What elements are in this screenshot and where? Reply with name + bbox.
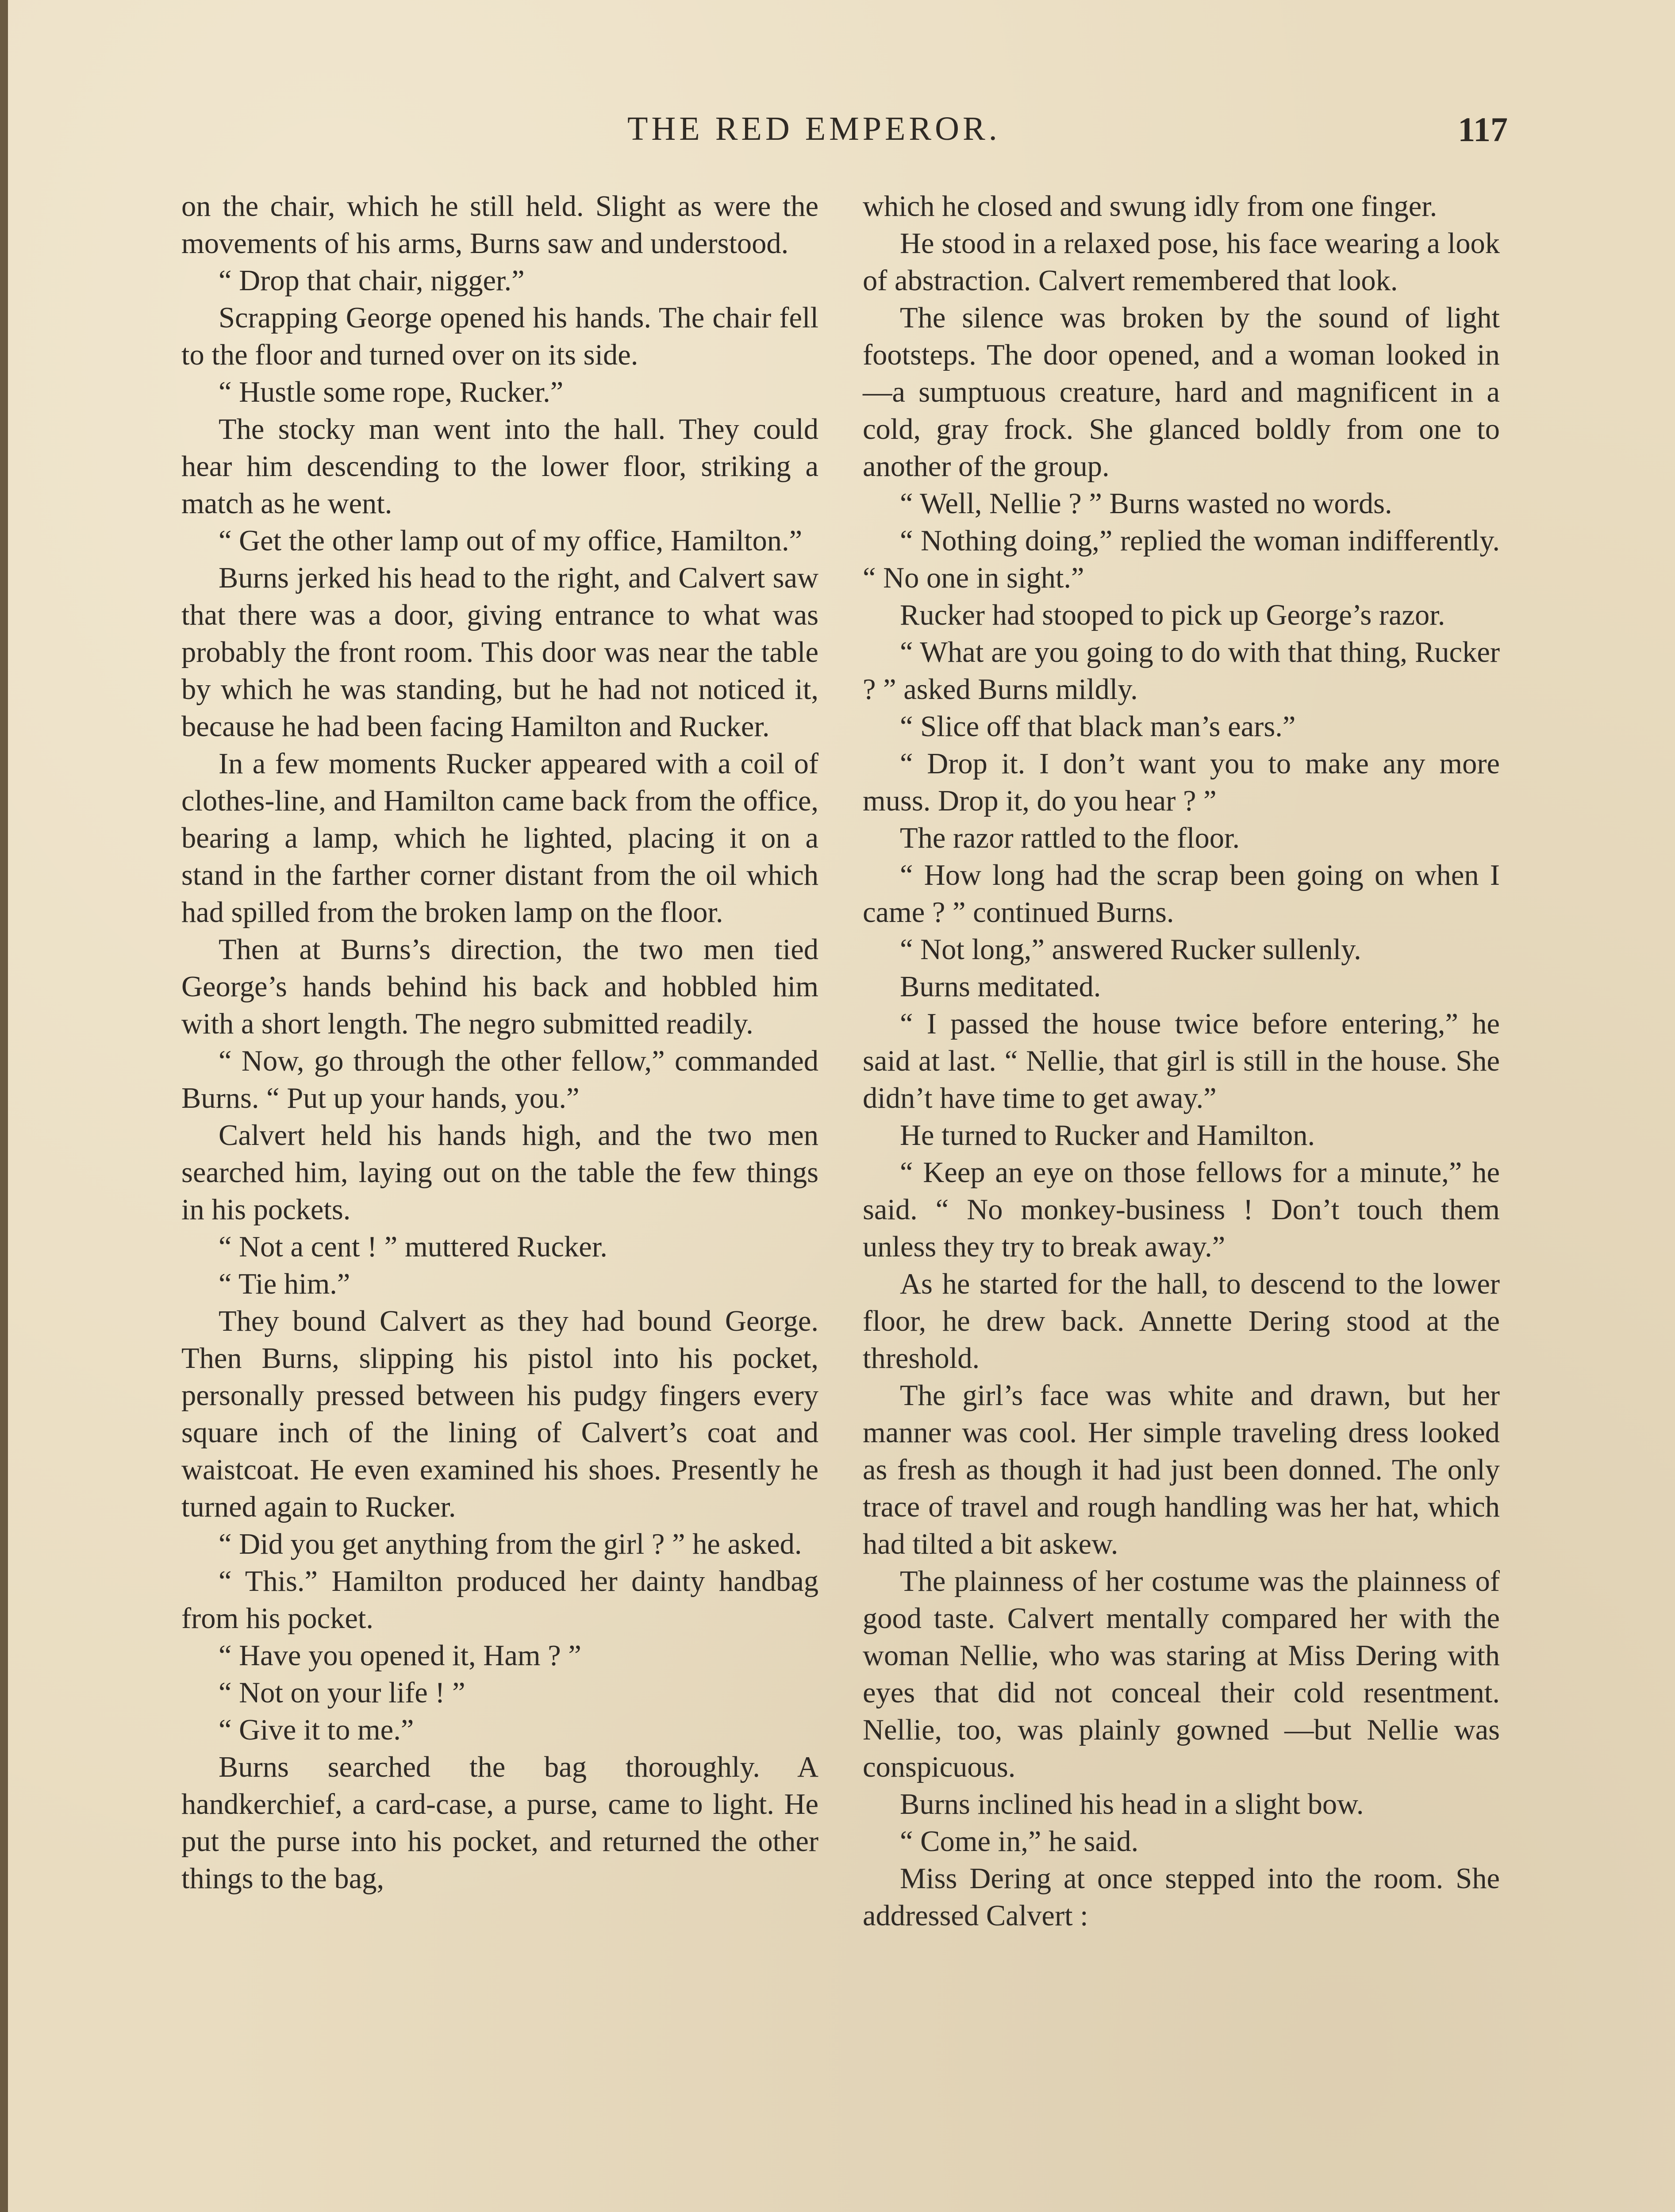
paragraph: “ How long had the scrap been going on when I came ? ” continued Burns. [863, 859, 1500, 929]
paragraph: “ Well, Nellie ? ” Burns wasted no words. [900, 488, 1392, 520]
paragraph: “ Not on your life ! ” [219, 1677, 465, 1709]
paragraph: The stocky man went into the hall. They could hear him descending to the lower floor, striking a match as he went. [181, 413, 818, 520]
paragraph: “ Come in,” he said. [900, 1825, 1139, 1858]
paragraph: Burns searched the bag thoroughly. A handkerchief, a card-case, a purse, came to light. He put the purse into his pocket, and returned the other things to the bag, [181, 1751, 818, 1895]
paragraph: The razor rattled to the floor. [900, 822, 1240, 854]
paragraph: They bound Calvert as they had bound George. Then Burns, slipping his pistol into his pocket, personally pressed between his pudgy fingers every square inch of the lining of Calvert’s coat and waistcoat. He even examined his shoes. Presently he turned again to Rucker. [181, 1305, 818, 1523]
paragraph: Calvert held his hands high, and the two men searched him, laying out on the table the few things in his pockets. [181, 1119, 818, 1226]
paragraph: “ Give it to me.” [219, 1714, 414, 1746]
paragraph: “ Drop it. I don’t want you to make any more muss. Drop it, do you hear ? ” [863, 748, 1500, 817]
left-text-column [181, 188, 818, 1897]
paragraph: He turned to Rucker and Hamilton. [900, 1119, 1315, 1152]
paragraph: on the chair, which he still held. Slight as were the movements of his arms, Burns saw and understood. [181, 190, 818, 260]
paragraph: In a few moments Rucker appeared with a coil of clothes-line, and Hamilton came back from the office, bearing a lamp, which he lighted, placing it on a stand in the farther corner distant from the oil which had spilled from the broken lamp on the floor. [181, 748, 818, 929]
paragraph: “ Slice off that black man’s ears.” [900, 710, 1296, 743]
paragraph: He stood in a relaxed pose, his face wearing a look of abstraction. Calvert remembered that look. [863, 227, 1500, 297]
paragraph: “ Keep an eye on those fellows for a minute,” he said. “ No monkey-business ! Don’t touch them unless they try to break away.” [863, 1156, 1500, 1263]
paragraph: “ Not long,” answered Rucker sullenly. [900, 933, 1361, 966]
paragraph: “ Get the other lamp out of my office, Hamilton.” [219, 525, 803, 557]
paragraph: Scrapping George opened his hands. The chair fell to the floor and turned over on its side. [181, 302, 818, 371]
paragraph: Burns jerked his head to the right, and Calvert saw that there was a door, giving entrance to what was probably the front room. This door was near the table by which he was standing, but he had not noticed it, because he had been facing Hamilton and Rucker. [181, 562, 818, 743]
paragraph: Burns meditated. [900, 971, 1101, 1003]
paragraph: “ I passed the house twice before entering,” he said at last. “ Nellie, that girl is still in the house. She didn’t have time to get away.” [863, 1008, 1500, 1114]
paragraph: The silence was broken by the sound of light footsteps. The door opened, and a woman looked in—a sumptuous creature, hard and magnificent in a cold, gray frock. She glanced boldly from one to another of the group. [863, 302, 1500, 483]
paragraph: The plainness of her costume was the plainness of good taste. Calvert mentally compared her with the woman Nellie, who was staring at Miss Dering with eyes that did not conceal their cold resentment. Nellie, too, was plainly gowned —but Nellie was conspicuous. [863, 1565, 1500, 1783]
paragraph: “ Did you get anything from the girl ? ” he asked. [219, 1528, 802, 1560]
page-header [185, 110, 1508, 158]
paragraph: Rucker had stooped to pick up George’s razor. [900, 599, 1445, 631]
right-text-column [863, 188, 1500, 1935]
paragraph: As he started for the hall, to descend to the lower floor, he drew back. Annette Dering stood at the threshold. [863, 1268, 1500, 1375]
paragraph: “ This.” Hamilton produced her dainty handbag from his pocket. [181, 1565, 818, 1635]
paragraph: “ Tie him.” [219, 1268, 350, 1300]
paragraph: Miss Dering at once stepped into the room. She addressed Calvert : [863, 1863, 1500, 1932]
paragraph: “ What are you going to do with that thing, Rucker ? ” asked Burns mildly. [863, 636, 1500, 706]
paragraph: Then at Burns’s direction, the two men tied George’s hands behind his back and hobbled him with a short length. The negro submitted readily. [181, 933, 818, 1040]
paragraph: “ Hustle some rope, Rucker.” [219, 376, 564, 408]
paragraph: “ Have you opened it, Ham ? ” [219, 1640, 581, 1672]
paragraph: “ Now, go through the other fellow,” commanded Burns. “ Put up your hands, you.” [181, 1045, 818, 1114]
paragraph: “ Nothing doing,” replied the woman indifferently. “ No one in sight.” [863, 525, 1500, 594]
paragraph: “ Not a cent ! ” muttered Rucker. [219, 1231, 607, 1263]
paragraph: Burns inclined his head in a slight bow. [900, 1788, 1364, 1820]
running-title: THE RED EMPEROR. [627, 110, 1001, 147]
paragraph: “ Drop that chair, nigger.” [219, 265, 525, 297]
paragraph: which he closed and swung idly from one finger. [863, 190, 1437, 223]
paragraph: The girl’s face was white and drawn, but her manner was cool. Her simple traveling dress looked as fresh as though it had just been donned. The only trace of travel and rough handling was her hat, which had tilted a bit askew. [863, 1379, 1500, 1560]
page-number: 117 [1458, 110, 1508, 149]
